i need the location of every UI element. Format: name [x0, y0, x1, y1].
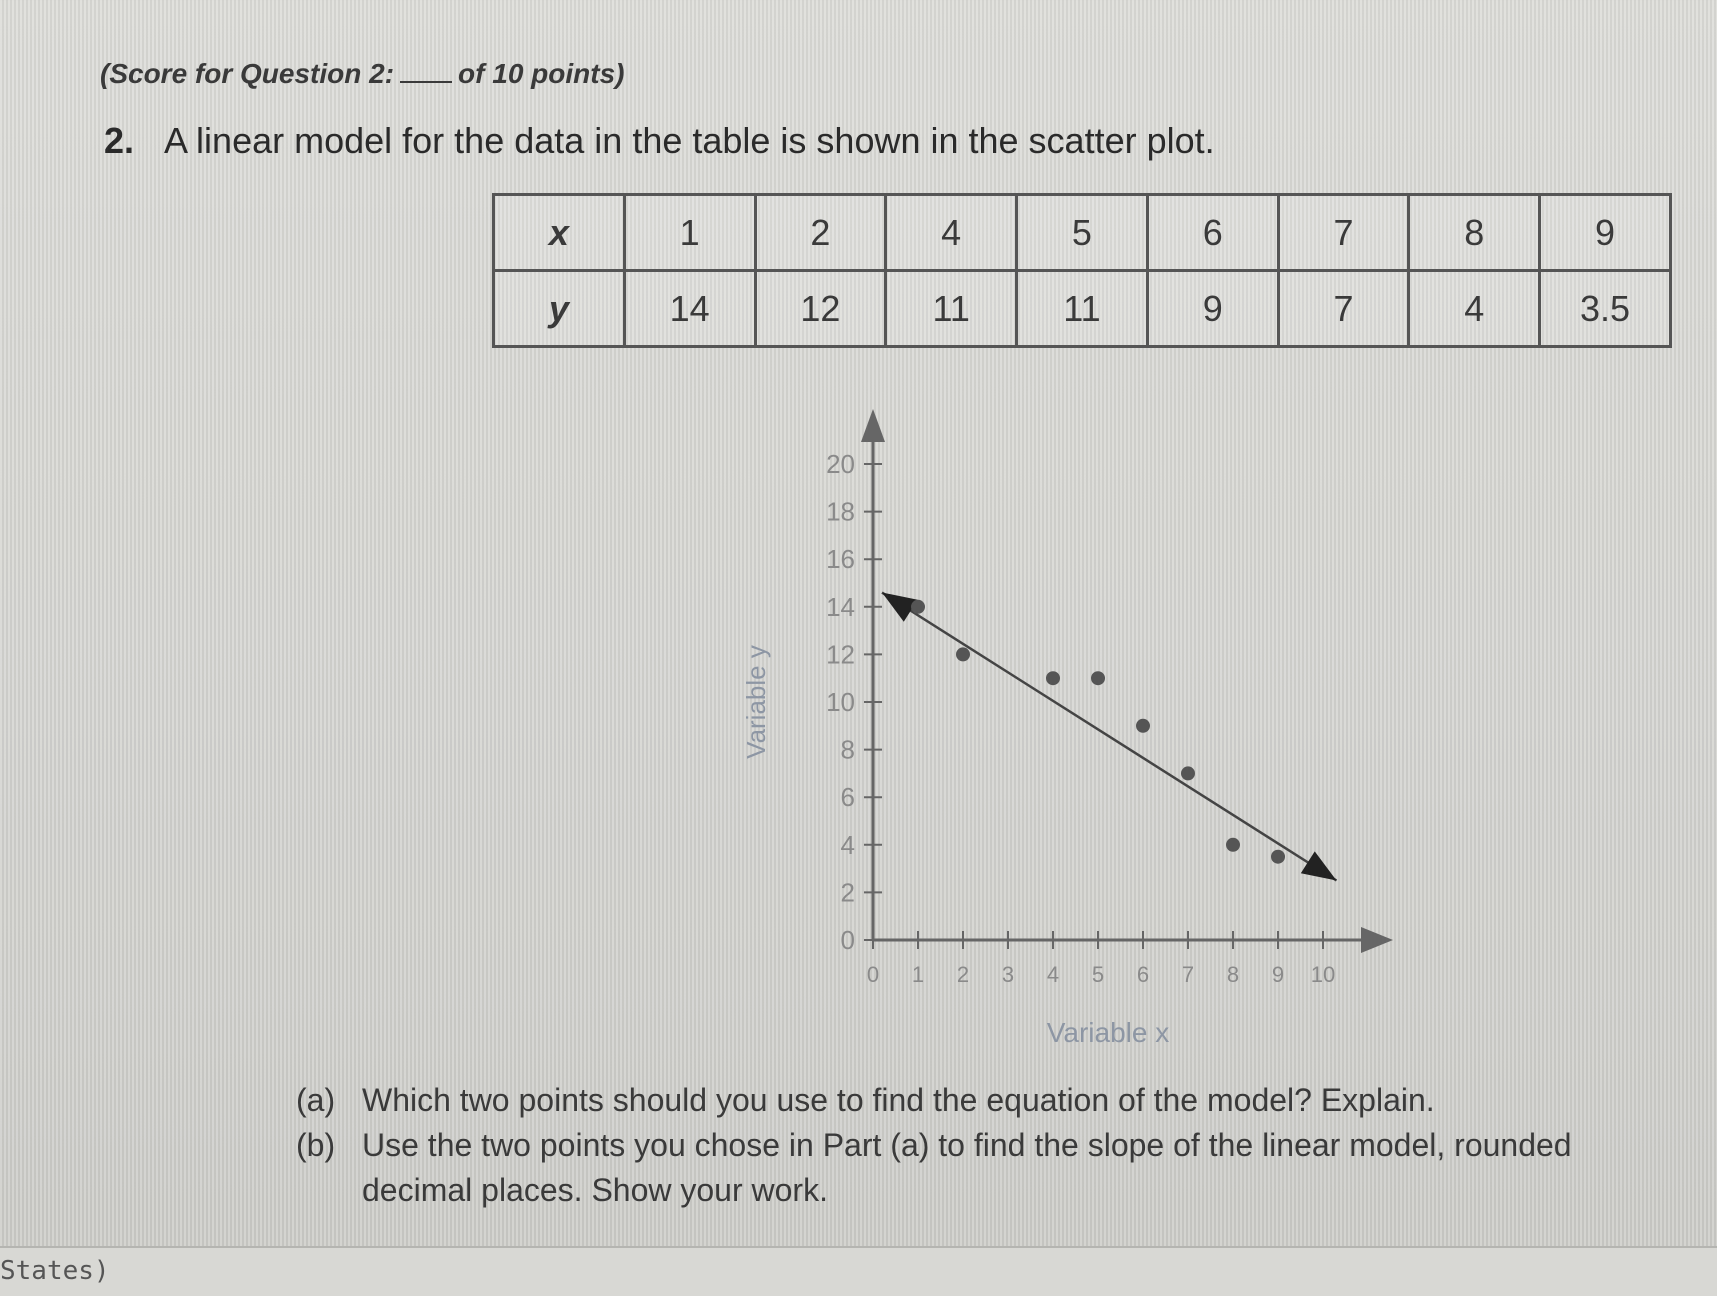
- y-axis-arrow: [861, 409, 885, 442]
- data-point: [1136, 719, 1150, 733]
- y-tick-label: 6: [840, 782, 855, 813]
- x-tick-label: 10: [1310, 962, 1336, 987]
- part-b: [296, 1127, 1717, 1164]
- question-prompt: [104, 120, 1215, 162]
- data-point: [1046, 671, 1060, 685]
- x-tick-label: 2: [956, 962, 970, 987]
- y-cell: 3.5: [1540, 271, 1671, 347]
- y-axis-label: Variable y: [741, 645, 771, 759]
- y-tick-label: 20: [826, 449, 855, 479]
- x-tick-label: 4: [1046, 962, 1060, 987]
- x-axis-label: Variable x: [1046, 1017, 1170, 1048]
- part-label: [296, 1172, 362, 1209]
- part-text: Use the two points you chose in Part (a) to find the slope of the linear model, rounded: [362, 1127, 1572, 1163]
- scatter-plot: [700, 400, 1420, 1080]
- data-point: [1091, 671, 1105, 685]
- x-tick-label: 6: [1136, 962, 1150, 987]
- x-tick-label: 7: [1181, 962, 1195, 987]
- x-cell: 7: [1278, 195, 1409, 271]
- y-tick-label: 8: [840, 734, 855, 765]
- part-text: Which two points should you use to find the equation of the model? Explain.: [362, 1082, 1435, 1118]
- y-cell: 11: [1017, 271, 1148, 347]
- x-tick-label: 5: [1091, 962, 1105, 987]
- question-parts: [296, 1082, 1717, 1217]
- model-line: [882, 593, 1337, 881]
- part-a: [296, 1082, 1717, 1119]
- x-axis-arrow: [1361, 927, 1393, 953]
- question-text: A linear model for the data in the table is shown in the scatter plot.: [164, 120, 1215, 161]
- y-tick-label: 2: [840, 877, 855, 908]
- x-tick-label: 8: [1226, 962, 1240, 987]
- model-line-arrow-end: [1301, 851, 1337, 880]
- y-header: y: [494, 271, 625, 347]
- x-cell: 5: [1017, 195, 1148, 271]
- status-bar: [0, 1246, 1717, 1296]
- y-cell: 7: [1278, 271, 1409, 347]
- data-point: [1271, 850, 1285, 864]
- x-cell: 4: [886, 195, 1017, 271]
- part-text: decimal places. Show your work.: [362, 1172, 828, 1208]
- x-cell: 9: [1540, 195, 1671, 271]
- x-cell: 2: [755, 195, 886, 271]
- x-row: [494, 195, 1671, 271]
- status-text: States): [0, 1256, 110, 1286]
- y-tick-label: 16: [826, 544, 855, 575]
- y-tick-label: 12: [826, 639, 855, 670]
- y-tick-label: 4: [840, 829, 855, 860]
- score-prefix: (Score for Question 2:: [100, 58, 395, 89]
- data-table: [492, 193, 1672, 348]
- part-label: (a): [296, 1082, 336, 1118]
- y-tick-label: 0: [840, 925, 855, 955]
- x-tick-label: 3: [1001, 962, 1015, 987]
- part-label: (b): [296, 1127, 336, 1163]
- x-tick-label: 0: [866, 962, 880, 987]
- x-header: x: [494, 195, 625, 271]
- x-tick-label: 9: [1271, 962, 1285, 987]
- y-cell: 12: [755, 271, 886, 347]
- score-blank[interactable]: [400, 59, 452, 83]
- y-cell: 9: [1147, 271, 1278, 347]
- score-line: [100, 58, 625, 90]
- score-suffix: of 10 points): [458, 58, 625, 89]
- data-point: [1226, 838, 1240, 852]
- y-tick-label: 14: [826, 591, 855, 622]
- y-row: [494, 271, 1671, 347]
- y-cell: 11: [886, 271, 1017, 347]
- x-cell: 8: [1409, 195, 1540, 271]
- x-tick-label: 1: [911, 962, 925, 987]
- data-point: [956, 647, 970, 661]
- x-cell: 1: [624, 195, 755, 271]
- data-point: [911, 600, 925, 614]
- y-tick-label: 10: [826, 687, 855, 717]
- question-number: 2.: [104, 120, 135, 161]
- data-point: [1181, 766, 1195, 780]
- part-b-continued: [296, 1172, 1717, 1209]
- y-cell: 14: [624, 271, 755, 347]
- y-cell: 4: [1409, 271, 1540, 347]
- x-cell: 6: [1147, 195, 1278, 271]
- y-tick-label: 18: [826, 496, 855, 527]
